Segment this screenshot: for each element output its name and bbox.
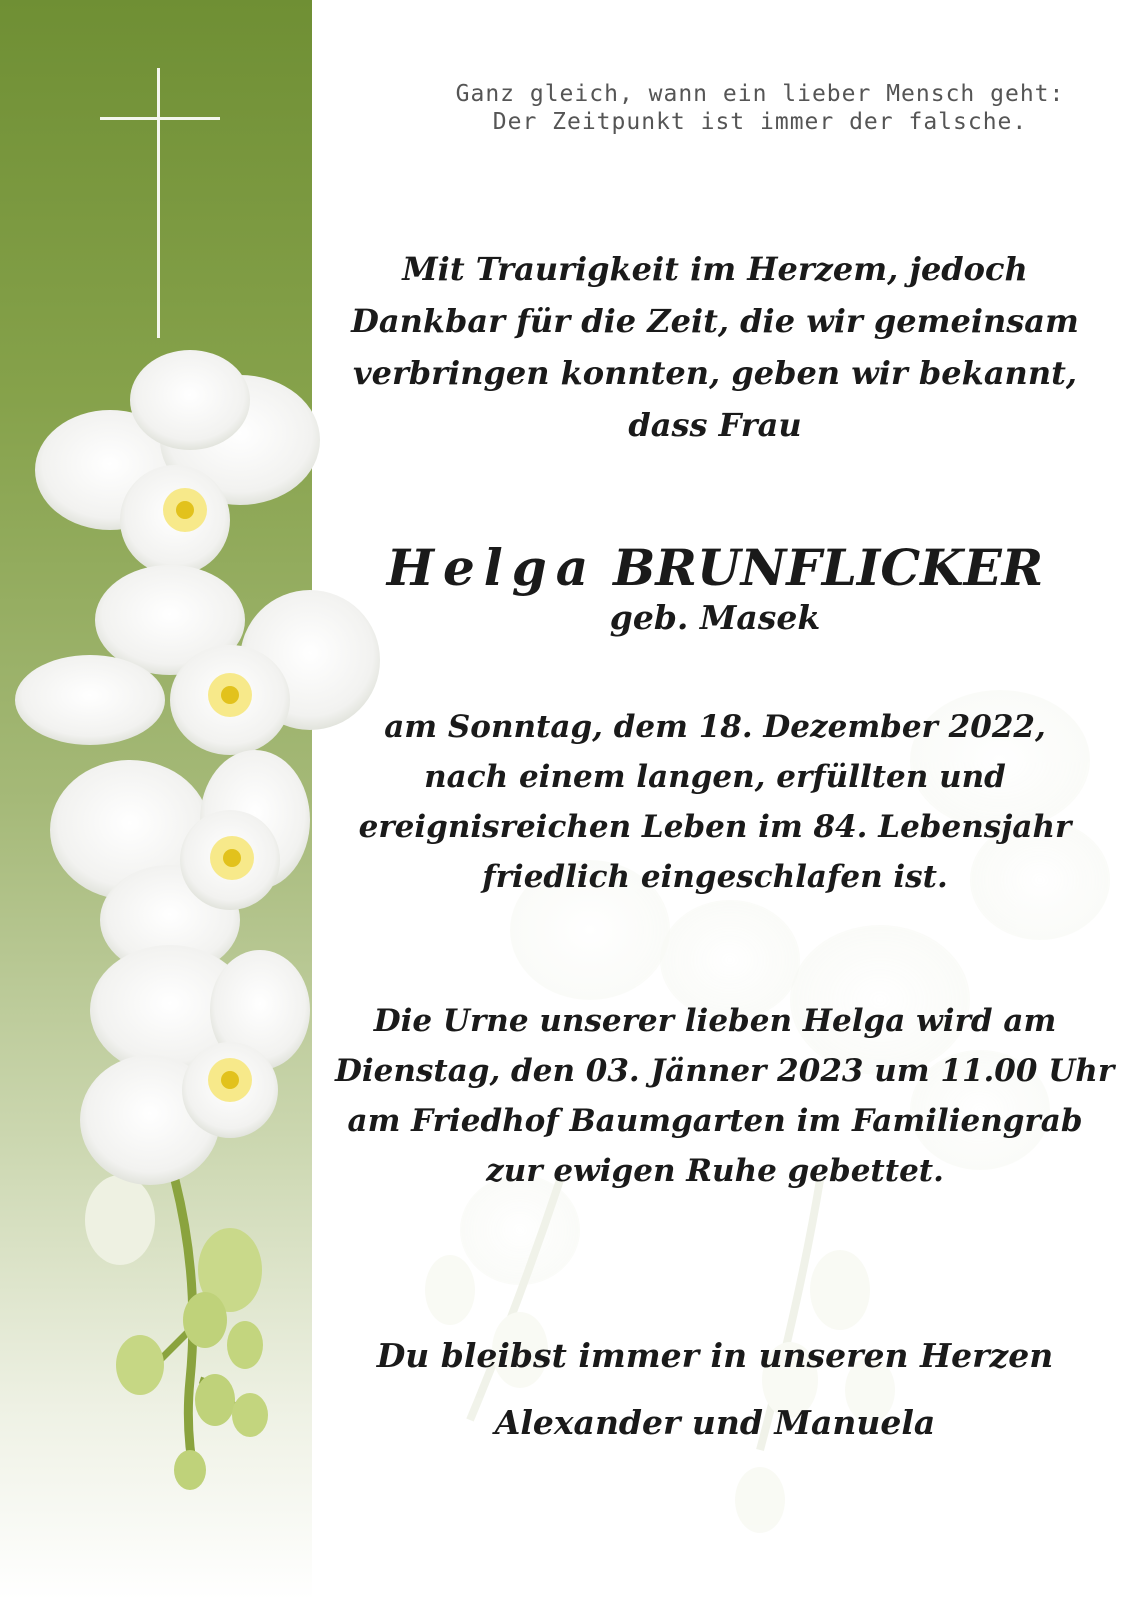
verse-line-2: Der Zeitpunkt ist immer der falsche.: [492, 109, 1028, 135]
death-line: ereignisreichen Leben im 84. Lebensjahr: [358, 809, 1072, 845]
last-name: BRUNFLICKER: [613, 538, 1044, 597]
deceased-name: [335, 538, 1095, 598]
funeral-line: am Friedhof Baumgarten im Familiengrab: [347, 1103, 1083, 1139]
orchid-buds: [85, 1175, 268, 1490]
verse-line-1: Ganz gleich, wann ein lieber Mensch geht:: [455, 81, 1065, 107]
intro-text: [335, 243, 1095, 451]
intro-line: Dankbar für die Zeit, die wir gemeinsam: [351, 302, 1079, 340]
death-text: [335, 702, 1095, 902]
first-name: Helga: [386, 538, 598, 597]
intro-line: dass Frau: [628, 406, 802, 444]
death-line: friedlich eingeschlafen ist.: [482, 859, 948, 895]
funeral-text: [335, 996, 1115, 1196]
death-line: nach einem langen, erfüllten und: [424, 759, 1006, 795]
orchid-flowers: [15, 350, 380, 1185]
funeral-line: zur ewigen Ruhe gebettet.: [486, 1153, 944, 1189]
death-line: am Sonntag, dem 18. Dezember 2022,: [384, 709, 1046, 745]
closing-line: Du bleibst immer in unseren Herzen: [376, 1336, 1054, 1375]
funeral-line: Die Urne unserer lieben Helga wird am: [373, 1003, 1057, 1039]
intro-line: Mit Traurigkeit im Herzem, jedoch: [402, 250, 1028, 288]
funeral-line: Dienstag, den 03. Jänner 2023 um 11.00 Uhr: [335, 1053, 1115, 1089]
intro-line: verbringen konnten, geben wir bekannt,: [352, 354, 1077, 392]
verse: [420, 80, 1100, 136]
family-signature: Alexander und Manuela: [494, 1403, 936, 1442]
birth-name: geb. Masek: [609, 598, 821, 637]
